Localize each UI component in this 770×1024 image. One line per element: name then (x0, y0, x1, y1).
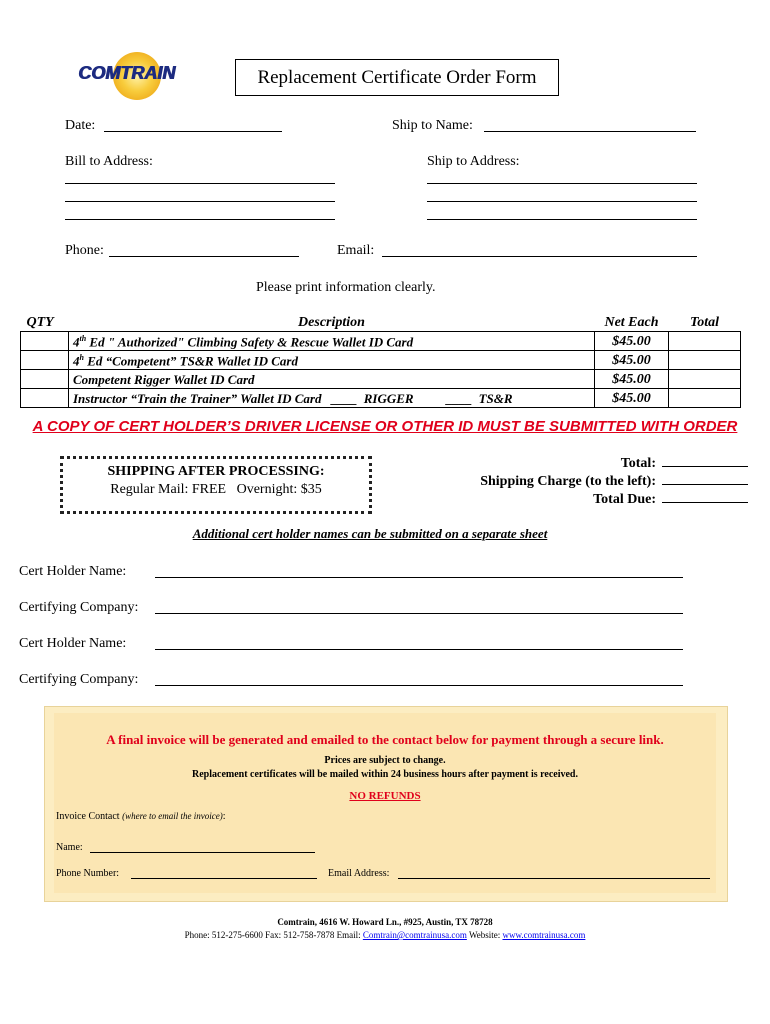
total-field[interactable] (662, 466, 748, 467)
total-cell[interactable] (669, 351, 741, 370)
ship-to-name-label: Ship to Name: (392, 118, 473, 133)
total-due-label: Total Due: (593, 492, 656, 507)
invoice-contact-hint: (where to email the invoice) (122, 811, 223, 821)
ship-address-line-2[interactable] (427, 201, 697, 202)
description-header: Description (298, 315, 365, 330)
invoice-headline: A final invoice will be generated and emailed to the contact below for payment through a secure link. (106, 732, 664, 747)
invoice-email-field[interactable] (398, 878, 710, 879)
bill-address-line-3[interactable] (65, 219, 335, 220)
footer-phone-fax: Phone: 512-275-6600 Fax: 512-758-7878 Email: (184, 930, 361, 940)
form-title: Replacement Certificate Order Form (235, 59, 559, 96)
shipping-options: Regular Mail: FREE Overnight: $35 (110, 482, 322, 497)
invoice-phone-field[interactable] (131, 878, 317, 879)
total-cell[interactable] (669, 389, 741, 408)
qty-header: QTY (26, 315, 54, 330)
qty-cell[interactable] (21, 332, 69, 351)
cert-holder-name-field[interactable] (155, 577, 683, 578)
ship-to-name-field[interactable] (484, 131, 696, 132)
no-refunds: NO REFUNDS (349, 790, 421, 802)
bill-to-address-label: Bill to Address: (65, 154, 153, 169)
description-cell: 4th Ed " Authorized" Climbing Safety & Rescue Wallet ID Card (69, 332, 595, 351)
id-warning: A COPY OF CERT HOLDER’S DRIVER LICENSE OR OTHER ID MUST BE SUBMITTED WITH ORDER (32, 418, 738, 435)
totals-block (480, 456, 748, 510)
price-cell: $45.00 (595, 351, 669, 370)
phone-label: Phone: (65, 243, 104, 258)
price-cell: $45.00 (595, 389, 669, 408)
shipping-heading: SHIPPING AFTER PROCESSING: (107, 464, 325, 479)
shipping-box (60, 456, 372, 514)
certifying-company-field[interactable] (155, 685, 683, 686)
total-label: Total: (620, 456, 656, 471)
shipping-charge-label: Shipping Charge (to the left): (480, 474, 656, 489)
table-header (21, 313, 741, 332)
cert-holder-name-field[interactable] (155, 649, 683, 650)
ship-address-line-3[interactable] (427, 219, 697, 220)
table-row (21, 389, 741, 408)
footer-email-link[interactable]: Comtrain@comtrainusa.com (362, 930, 467, 940)
certifying-company-field[interactable] (155, 613, 683, 614)
total-cell[interactable] (669, 332, 741, 351)
certifying-company-label: Certifying Company: (19, 672, 139, 687)
table-row (21, 332, 741, 351)
phone-field[interactable] (109, 256, 299, 257)
description-cell: 4$^h$ Ed “Competent” TS&R Wallet ID Card (69, 351, 595, 370)
qty-cell[interactable] (21, 370, 69, 389)
cert-holder-name-label: Cert Holder Name: (19, 636, 127, 651)
shipping-charge-field[interactable] (662, 484, 748, 485)
date-label: Date: (65, 118, 96, 133)
items-table (20, 313, 741, 408)
cert-holder-name-label: Cert Holder Name: (19, 564, 127, 579)
ship-address-line-1[interactable] (427, 183, 697, 184)
print-note: Please print information clearly. (256, 280, 436, 295)
invoice-contact: Invoice Contact (where to email the invoice): (56, 811, 226, 822)
email-label: Email: (337, 243, 375, 258)
ship-to-address-label: Ship to Address: (427, 154, 520, 169)
invoice-name-field[interactable] (90, 852, 315, 853)
additional-names-note: Additional cert holder names can be submitted on a separate sheet (192, 526, 548, 541)
table-row (21, 351, 741, 370)
certifying-company-label: Certifying Company: (19, 600, 139, 615)
total-due-field[interactable] (662, 502, 748, 503)
price-cell: $45.00 (595, 332, 669, 351)
prices-note: Prices are subject to change. (324, 755, 446, 766)
invoice-phone-label: Phone Number: (56, 868, 120, 879)
invoice-email-label: Email Address: (328, 868, 390, 879)
net-each-header: Net Each (604, 315, 659, 330)
email-field[interactable] (382, 256, 697, 257)
qty-cell[interactable] (21, 389, 69, 408)
footer-website-link[interactable]: www.comtrainusa.com (502, 930, 586, 940)
footer-address: Comtrain, 4616 W. Howard Ln., #925, Austin, TX 78728 (277, 917, 493, 927)
mailing-note: Replacement certificates will be mailed within 24 business hours after payment is received. (192, 769, 578, 780)
description-cell: Instructor “Train the Trainer” Wallet ID Card ____ RIGGER ____ TS&R (69, 389, 595, 408)
total-header: Total (689, 315, 720, 330)
qty-cell[interactable] (21, 351, 69, 370)
description-cell: Competent Rigger Wallet ID Card (69, 370, 595, 389)
invoice-contact-label: Invoice Contact (56, 811, 120, 822)
bill-address-line-1[interactable] (65, 183, 335, 184)
total-cell[interactable] (669, 370, 741, 389)
invoice-name-label: Name: (56, 842, 83, 853)
bill-address-line-2[interactable] (65, 201, 335, 202)
footer-contact (0, 930, 770, 940)
footer-website-label: Website: (468, 930, 501, 940)
comtrain-logo: COMTRAIN (78, 63, 175, 83)
table-row (21, 370, 741, 389)
date-field[interactable] (104, 131, 282, 132)
price-cell: $45.00 (595, 370, 669, 389)
